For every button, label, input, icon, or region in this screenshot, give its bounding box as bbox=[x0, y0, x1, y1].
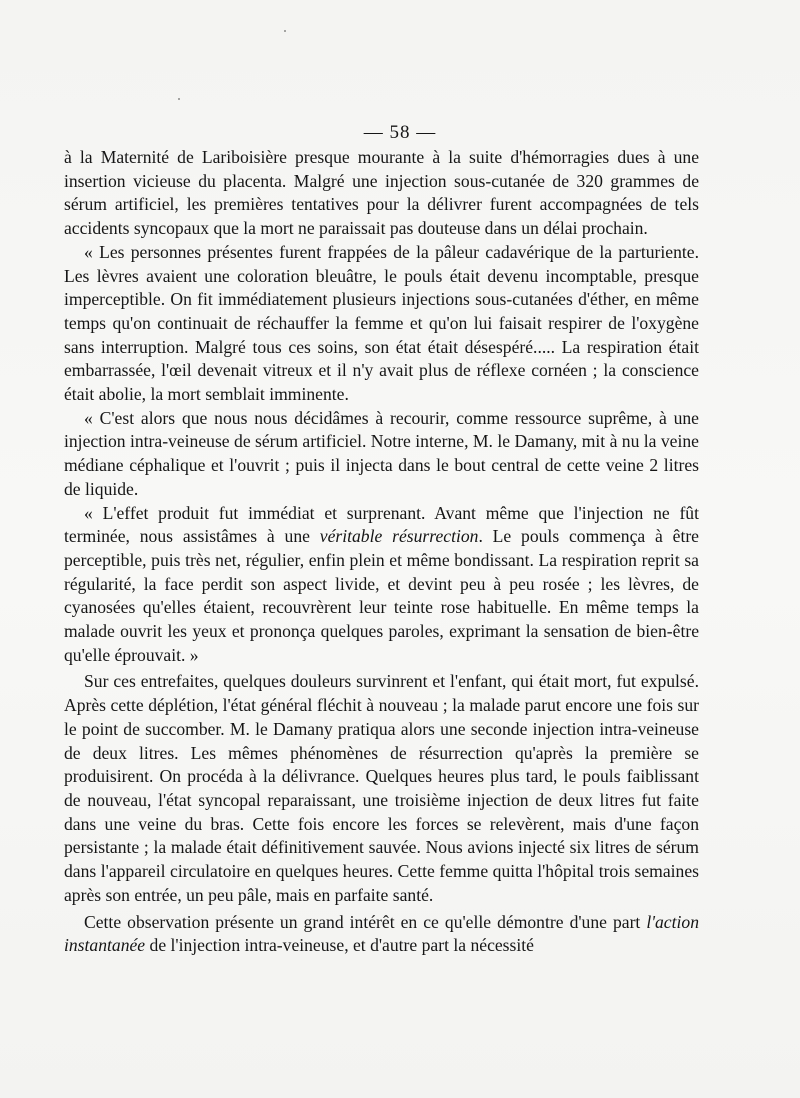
paragraph-3: « C'est alors que nous nous décidâmes à recourir, comme ressource suprême, à une injection intra-veineuse de sérum artificiel. Notre interne, M. le Damany, mit à nu la veine médiane céphalique et l'ouvrit ; puis il injecta dans le bout central de cette veine 2 litres de liquide. bbox=[64, 407, 699, 499]
paragraph-1: à la Maternité de Lariboisière presque mourante à la suite d'hémorragies dues à une insertion vicieuse du placenta. Malgré une injection sous-cutanée de 320 grammes de sérum artificiel, les premières tentatives pour la délivrer furent accompagnées de tels accidents syncopaux que la mort ne paraissait pas douteuse dans un délai prochain. bbox=[64, 147, 699, 239]
paragraph-4-text-end: . Le pouls commença à être perceptible, puis très net, régulier, enfin plein et même bondissant. La respiration reprit sa régularité, la face perdit son aspect livide, et devint peu à peu rosée ; les lèvres, de cyanosées qu'elles étaient, recouvrèrent leur teinte rose habituelle. En même temps la malade ouvrit les yeux et prononça quelques paroles, exprimant la sensation de bien-être qu'elle éprouvait. » bbox=[64, 526, 699, 665]
paragraph-5: Sur ces entrefaites, quelques douleurs survinrent et l'enfant, qui était mort, fut expulsé. Après cette déplétion, l'état général fléchit à nouveau ; la malade parut encore une fois sur le point de succomber. M. le Damany pratiqua alors une seconde injection intra-veineuse de deux litres. Les mêmes phénomènes de résurrection qu'après la première se produisirent. On procéda à la délivrance. Quelques heures plus tard, le pouls faiblissant de nouveau, l'état syncopal reparaissant, une troisième injection de deux litres fut faite dans une veine du bras. Cette fois encore les forces se relevèrent, mais d'une façon persistante ; la malade était définitivement sauvée. Nous avions injecté six litres de sérum dans l'appareil circulatoire en quelques heures. Cette femme quitta l'hôpital trois semaines après son entrée, un peu pâle, mais en parfaite santé. bbox=[64, 671, 699, 905]
paragraph-2: « Les personnes présentes furent frappées de la pâleur cadavérique de la parturiente. Les lèvres avaient une coloration bleuâtre, le pouls était devenu incomptable, presque imperceptible. On fit immédiatement plusieurs injections sous-cutanées d'éther, en même temps qu'on continuait de réchauffer la femme et qu'on lui faisait respirer de l'oxygène sans interruption. Malgré tous ces soins, son état était désespéré..... La respiration était embarrassée, l'œil devenait vitreux et il n'y avait plus de réflexe cornéen ; la conscience était abolie, la mort semblait imminente. bbox=[64, 241, 699, 405]
page-number: — 58 — bbox=[363, 122, 437, 143]
paper-speck bbox=[178, 98, 180, 100]
paragraph-6 bbox=[64, 911, 699, 958]
italic-phrase-veritable-resurrection: véritable résurrection bbox=[319, 526, 479, 547]
paragraph-6-text-end: de l'injection intra-veineuse, et d'autre part la nécessité bbox=[145, 935, 534, 956]
body-text bbox=[64, 146, 699, 958]
paragraph-4-text-start: « L'effet produit fut immédiat et surprenant. Avant même que l'injection ne fût terminée, nous assistâmes à une bbox=[64, 502, 699, 547]
italic-phrase-action-instantanee: l'action instantanée bbox=[64, 911, 699, 956]
paragraph-6-text-start: Cette observation présente un grand intérêt en ce qu'elle démontre d'une part bbox=[84, 911, 647, 932]
paragraph-4 bbox=[64, 502, 699, 668]
paper-speck bbox=[284, 30, 286, 32]
